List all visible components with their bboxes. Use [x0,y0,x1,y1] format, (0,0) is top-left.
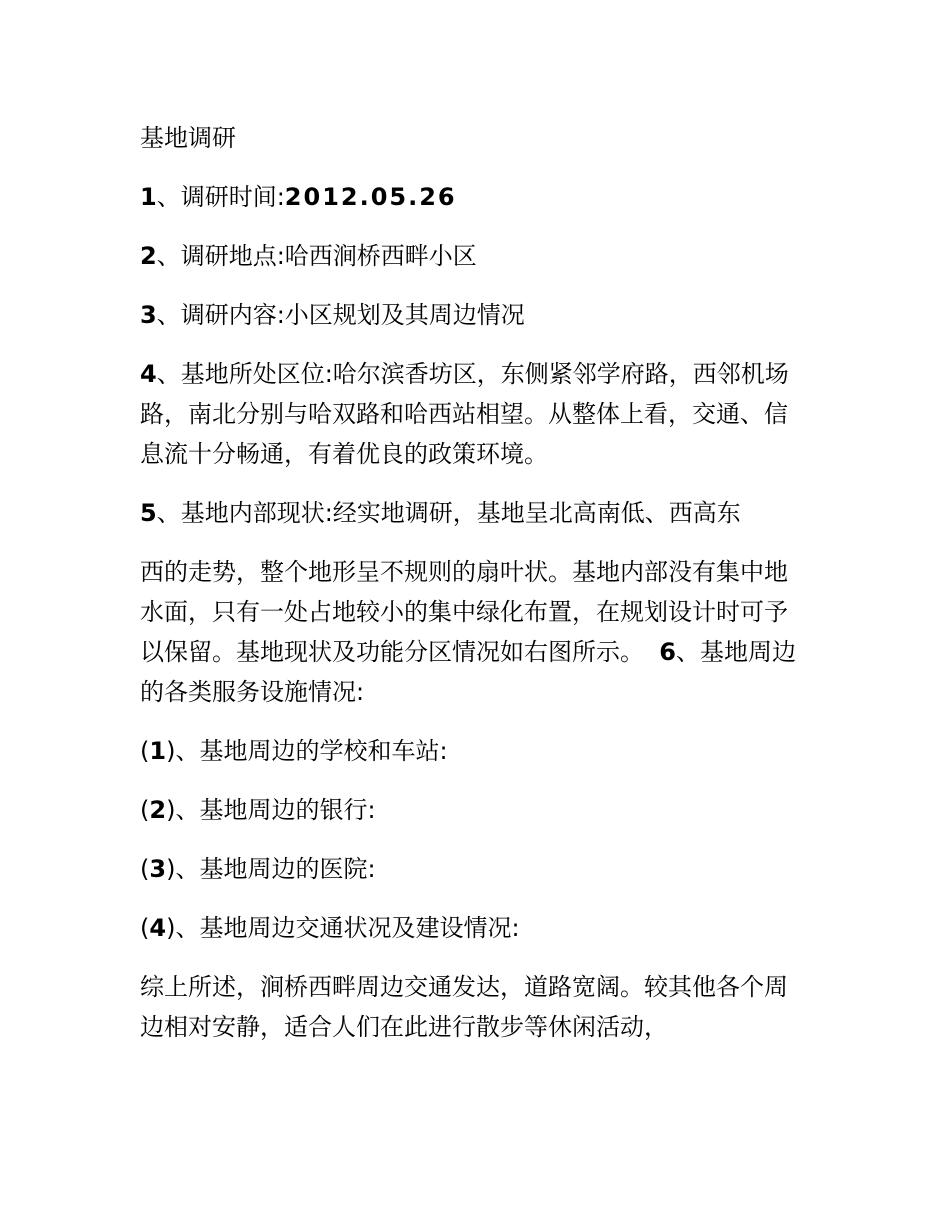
paren-close: ) [166,796,176,824]
item-separator: 、 [156,183,181,211]
subitem-number: 4 [149,914,167,942]
item-separator: 、 [156,499,181,527]
item-separator: 、 [156,360,181,388]
subitem-number: 1 [149,737,167,765]
paren-open: ( [140,796,150,824]
item-5 [140,493,800,533]
item-text: 调研内容:小区规划及其周边情况 [180,301,525,329]
doc-title-text: 基地调研 [140,124,236,152]
item-number: 4 [140,360,157,388]
paren-close: ) [166,737,176,765]
subitem-text: 、基地周边的学校和车站: [175,737,448,765]
subitem-2 [140,790,800,830]
subitem-text: 、基地周边交通状况及建设情况: [175,914,520,942]
item-2 [140,236,800,276]
conclusion-text: 综上所述，涧桥西畔周边交通发达，道路宽阔。较其他各个周边相对安静，适合人们在此进行散步等休闲活动， [140,973,788,1041]
item-3 [140,295,800,335]
item-1 [140,177,800,217]
paren-open: ( [140,914,150,942]
item-number: 6 [659,638,676,666]
item-number: 3 [140,301,157,329]
item-5-continuation [140,552,800,712]
continuation-text: 西的走势，整个地形呈不规则的扇叶状。基地内部没有集中地水面，只有一处占地较小的集中绿化布置，在规划设计时可予以保留。基地现状及功能分区情况如右图所示。 [140,558,788,666]
paren-close: ) [166,914,176,942]
item-text: 基地周边的各类服务设施情况: [140,638,796,706]
item-separator: 、 [156,301,181,329]
item-4 [140,354,800,474]
paren-open: ( [140,737,150,765]
subitem-text: 、基地周边的医院: [175,855,376,883]
conclusion-paragraph [140,967,800,1047]
item-separator: 、 [156,242,181,270]
paren-open: ( [140,855,150,883]
subitem-text: 、基地周边的银行: [175,796,376,824]
subitem-4 [140,908,800,948]
survey-date: 2012.05.26 [284,183,457,211]
item-text: 调研地点:哈西涧桥西畔小区 [180,242,477,270]
document-page [140,118,800,1047]
item-number: 5 [140,499,157,527]
subitem-1 [140,731,800,771]
doc-title [140,118,800,158]
subitem-number: 3 [149,855,167,883]
subitem-3 [140,849,800,889]
item-number: 2 [140,242,157,270]
paren-close: ) [166,855,176,883]
item-separator: 、 [675,638,700,666]
item-text: 调研时间: [180,183,285,211]
subitem-number: 2 [149,796,167,824]
item-number: 1 [140,183,157,211]
item-text: 基地所处区位:哈尔滨香坊区，东侧紧邻学府路，西邻机场路，南北分别与哈双路和哈西站相望。从整体上看，交通、信息流十分畅通，有着优良的政策环境。 [140,360,789,468]
item-text: 基地内部现状:经实地调研，基地呈北高南低、西高东 [180,499,741,527]
